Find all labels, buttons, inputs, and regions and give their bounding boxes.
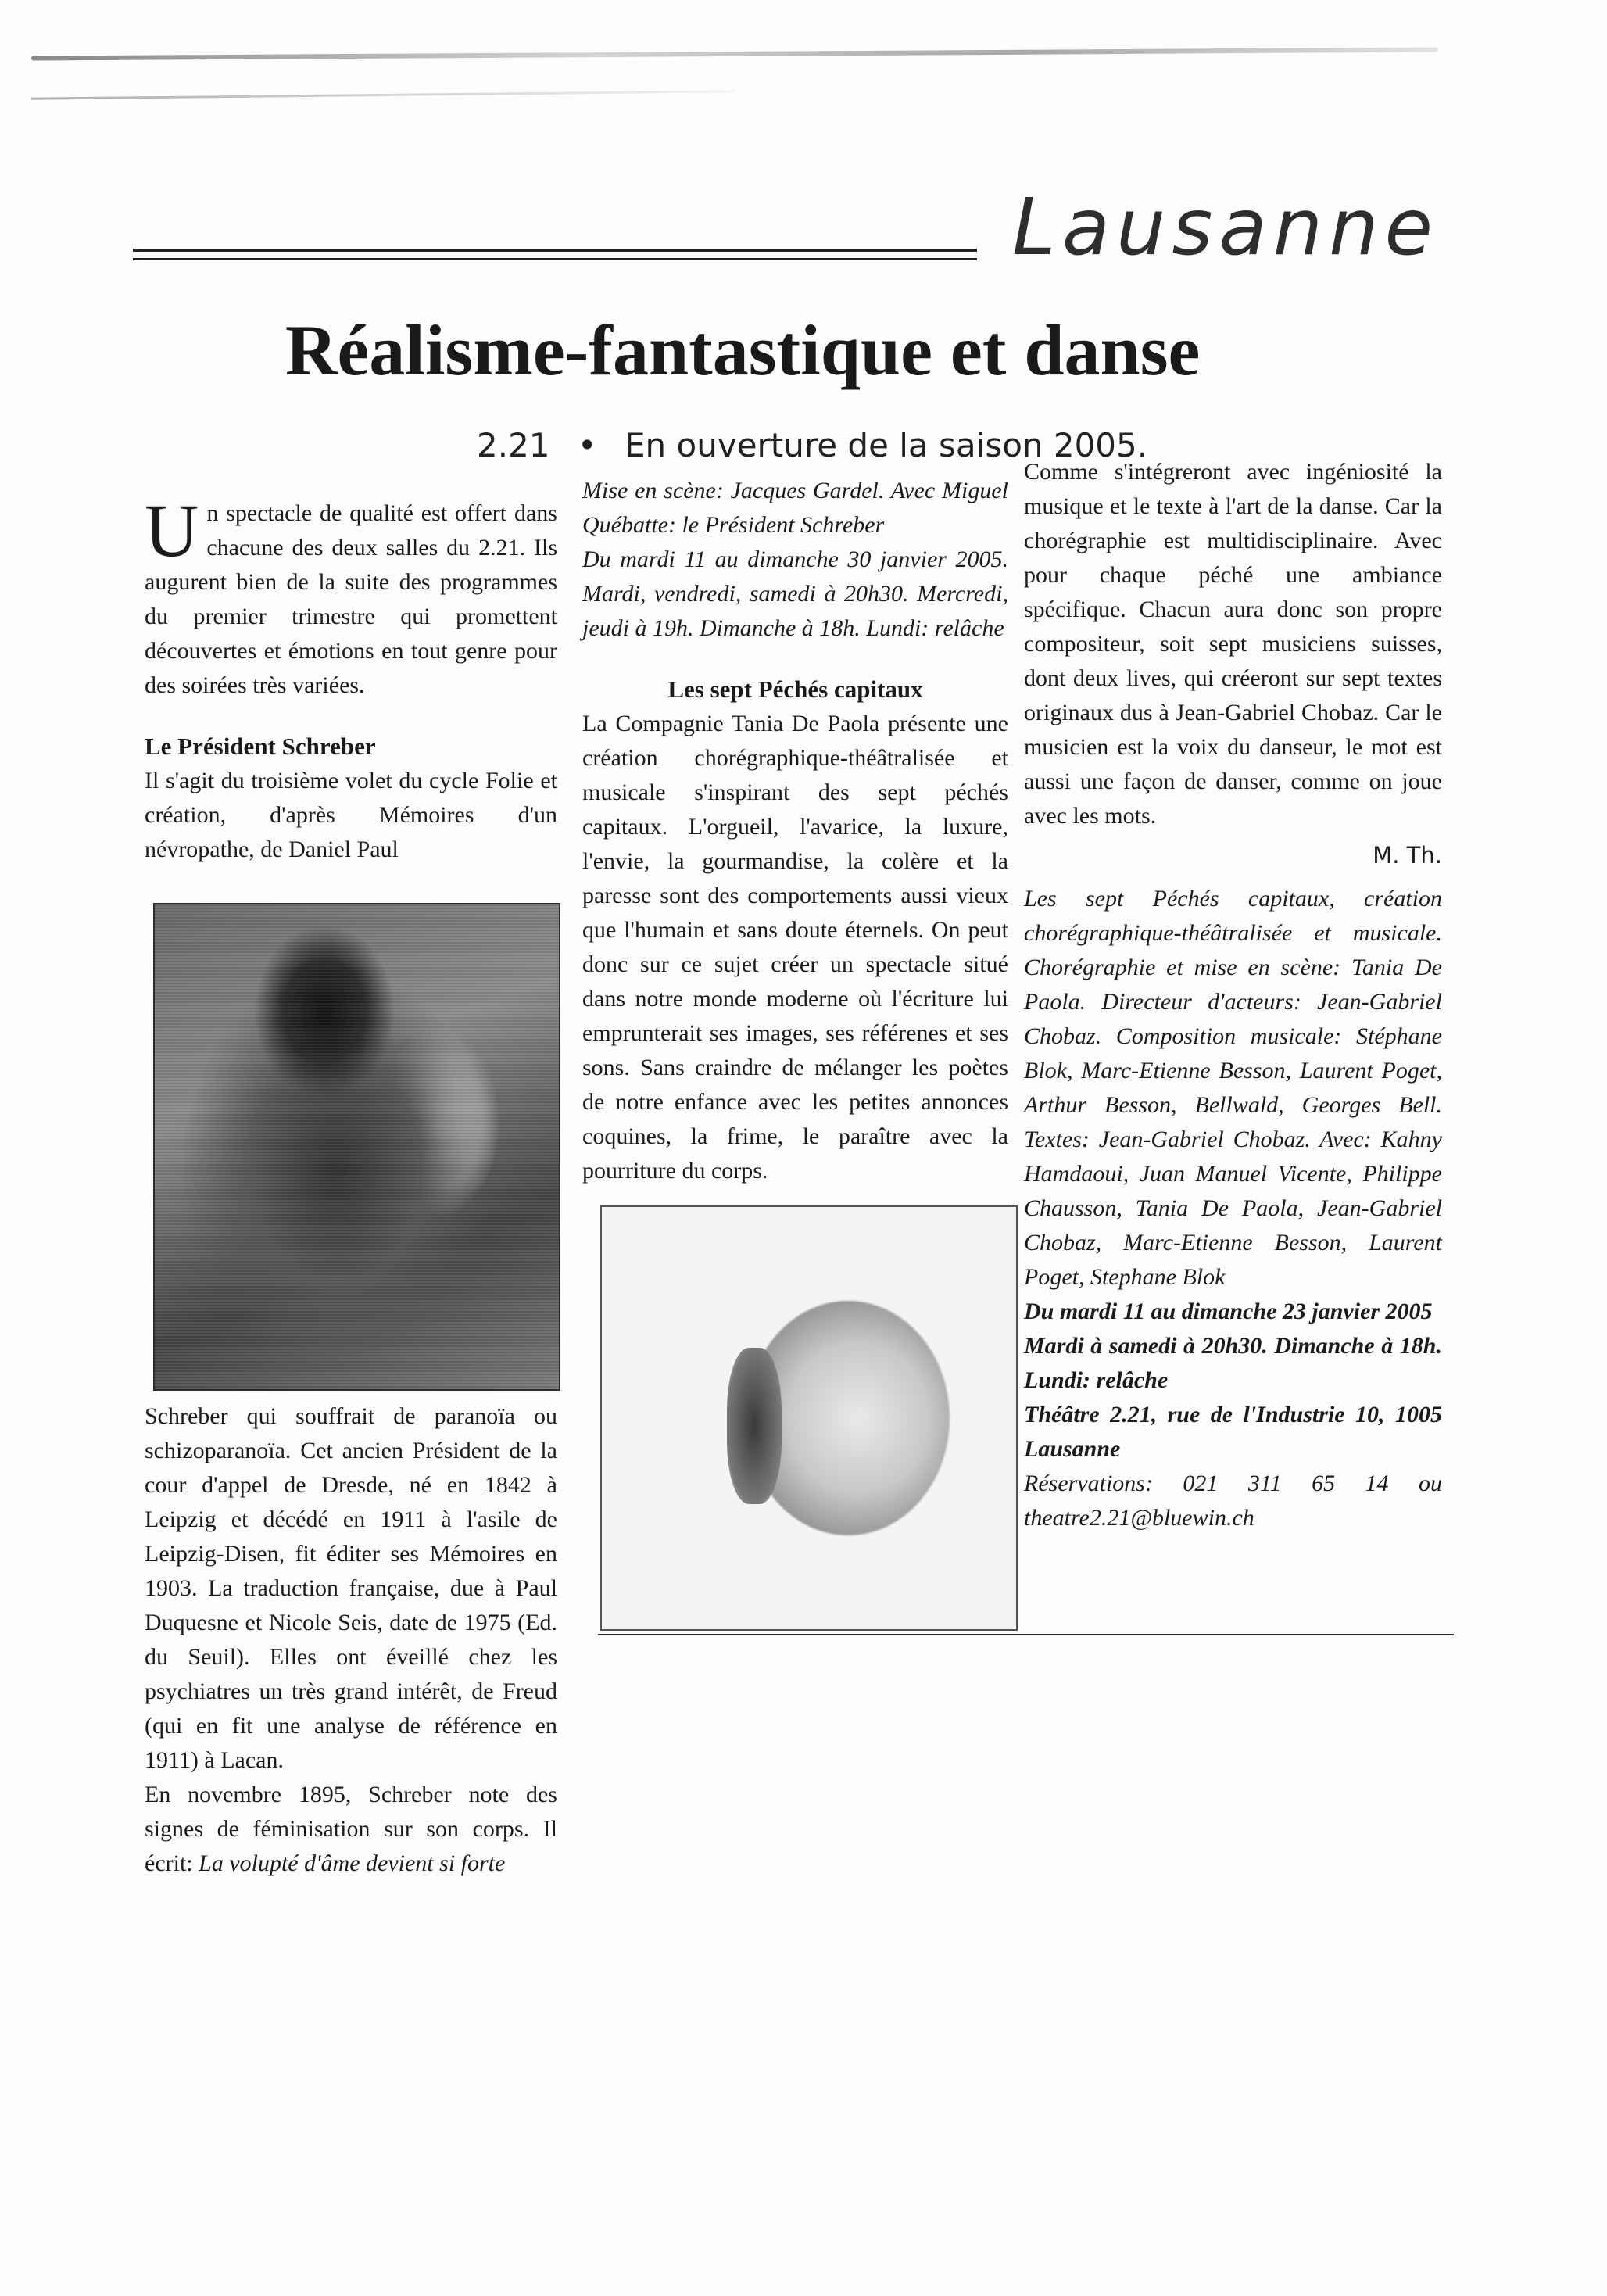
article-column-3 [1024, 455, 1442, 1535]
intro-text: n spectacle de qualité est offert dans chacune des deux salles du 2.21. Ils augurent bien de la suite des programmes du premier trimestre qui promettent découvertes et émotions en tout genre pour des soirées très variées. [145, 500, 557, 698]
venue-address: Théâtre 2.21, rue de l'Industrie 10, 1005 Lausanne [1024, 1402, 1442, 1462]
article-column-1 [145, 489, 557, 867]
subhead-venue: 2.21 [477, 426, 550, 464]
headline: Réalisme-fantastique et danse [285, 310, 1201, 390]
scan-artifact [31, 48, 1438, 61]
sept-peches-hours: Mardi à samedi à 20h30. Dimanche à 18h. Lundi: relâche [1024, 1333, 1442, 1393]
photo-sept-peches [600, 1205, 1018, 1631]
schreber-dates: Du mardi 11 au dimanche 30 janvier 2005. Mardi, vendredi, samedi à 20h30. Mercredi, jeudi à 19h. Dimanche à 18h. Lundi: relâche [582, 546, 1008, 641]
sept-peches-credits: Les sept Péchés capitaux, création chorégraphique-théâtralisée et musicale. Chorégraphie et mise en scène: Tania De Paola. Directeur d'acteurs: Jean-Gabriel Chobaz. Composition musicale: Stéphane Blok, Marc-Etienne Besson, Laurent Poget, Arthur Besson, Bellwald, Georges Bell. Textes: Jean-Gabriel Chobaz. Avec: Kahny Hamdaoui, Juan Manuel Vicente, Philippe Chausson, Tania De Paola, Jean-Gabriel Chobaz, Marc-Etienne Besson, Laurent Poget, Stephane Blok [1024, 886, 1442, 1290]
sept-peches-dates: Du mardi 11 au dimanche 23 janvier 2005 [1024, 1298, 1433, 1324]
photo-sept-peches-shadow [727, 1348, 782, 1504]
paragraph-sept-peches: La Compagnie Tania De Paola présente une création chorégraphique-théâtralisée et musicale s'inspirant des sept péchés capitaux. L'orgueil, l'avarice, la luxure, l'envie, la gourmandise, la colère et la paresse sont des comportements aussi vieux que l'humain et sans doute éternels. On peut donc sur ce sujet créer un spectacle situé dans notre monde moderne où l'écriture lui emprunterait ses images, ses référenes et ses sons. Sans craindre de mélanger les poètes de notre enfance avec les petites annonces coquines, la frime, le paraître avec la pourriture du corps. [582, 711, 1008, 1184]
reservations: Réservations: 021 311 65 14 ou theatre2.21@bluewin.ch [1024, 1470, 1442, 1531]
article-column-2 [582, 474, 1008, 1188]
schreber-credits: Mise en scène: Jacques Gardel. Avec Miguel Québatte: le Président Schreber [582, 478, 1008, 538]
paragraph-schreber-3-text: En novembre 1895, Schreber note des signes de féminisation sur son corps. Il écrit: [145, 1782, 557, 1876]
schreber-quote: La volupté d'âme devient si forte [199, 1850, 506, 1876]
scan-artifact [31, 90, 735, 99]
article-end-rule [598, 1634, 1454, 1635]
intro-paragraph [145, 489, 557, 703]
paragraph-sept-peches-continued: Comme s'intégreront avec ingéniosité la musique et le texte à l'art de la danse. Car la chorégraphie est multidisciplinaire. Avec pour chaque péché une ambiance spécifique. Chacun aura donc son propre compositeur, soit sept musiciens suisses, dont deux lives, qui créeront sur sept textes originaux dus à Jean-Gabriel Chobaz. Car le musicien est la voix du danseur, le mot est aussi une façon de danser, comme on joue avec les mots. [1024, 459, 1442, 829]
subtitle-sept-peches: Les sept Péchés capitaux [667, 675, 923, 703]
subhead-text: En ouverture de la saison 2005. [625, 426, 1148, 464]
paragraph-schreber-3 [145, 1778, 557, 1881]
photo-president-schreber [153, 903, 560, 1391]
paragraph-schreber-1: Il s'agit du troisième volet du cycle Folie et création, d'après Mémoires d'un névropathe, de Daniel Paul [145, 768, 557, 862]
article-column-1-continued [145, 1399, 557, 1881]
section-rule [133, 249, 977, 260]
subhead-bullet: • [577, 426, 597, 464]
section-name: Lausanne [1012, 181, 1440, 273]
paragraph-schreber-2: Schreber qui souffrait de paranoïa ou schizoparanoïa. Cet ancien Président de la cour d'appel de Dresde, né en 1842 à Leipzig et décédé en 1911 à l'asile de Leipzig-Disen, fit éditer ses Mémoires en 1903. La traduction française, due à Paul Duquesne et Nicole Seis, date de 1975 (Ed. du Seuil). Elles ont éveillé chez les psychiatres un très grand intérêt, de Freud (qui en fit une analyse de référence en 1911) à Lacan. [145, 1403, 557, 1773]
subtitle-schreber: Le Président Schreber [145, 732, 376, 760]
drop-cap: U [145, 489, 199, 572]
author-signature: M. Th. [1373, 842, 1442, 869]
